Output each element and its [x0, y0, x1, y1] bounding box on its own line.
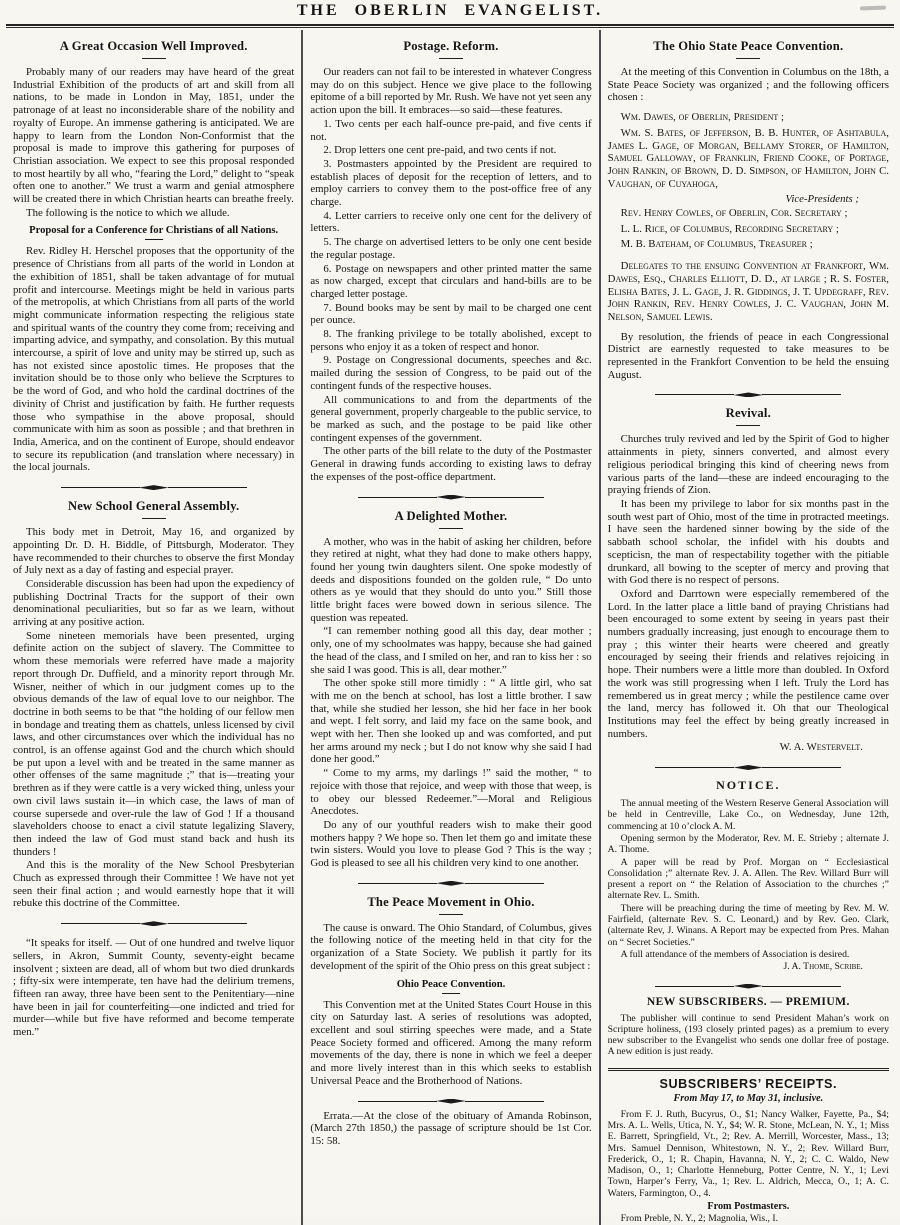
officer-role-label: Vice-Presidents ; — [785, 193, 859, 206]
article-title: Postage. Reform. — [403, 39, 499, 53]
article-paragraph: By resolution, the friends of peace in each Congressional District are earnestly requested to take measures to be represented in the Frankfort Convention to be held the ensuing August. — [607, 330, 889, 381]
article-title: The Peace Movement in Ohio. — [367, 894, 535, 909]
section-divider — [358, 495, 544, 500]
article-paragraph: The following is the notice to which we allude. — [26, 206, 230, 219]
title-dash — [439, 914, 463, 915]
bill-item: 5. The charge on advertised letters to be only one cent beside the regular postage. — [310, 236, 592, 261]
columns-container — [0, 28, 900, 1225]
article-paragraph: Churches truly revived and led by the Spirit of God to higher attainments in piety, sinners converted, and almost every religious periodical bringing this kind of cheering news from various parts of the land—these are indeed encouraging to the praying friends of Zion. — [607, 433, 889, 497]
article-paragraph: The other parts of the bill relate to the duty of the Postmaster General in drawing funds according to existing laws to defray the expenses of the post-office department. — [310, 445, 592, 483]
section-divider — [61, 921, 247, 926]
article-paragraph: It has been my privilege to labor for six months past in the south west part of Ohio, most of the time in protracted meetings. I have seen the hardened sinner bowing by the side of the sabbath school scholar, the infidel with his doubts and scepticisn, the man of respectability together with the pitiable drunkard, all bowing to the scepter of mercy and proving that with God there is no respect of persons. — [607, 497, 889, 587]
officer-line: L. L. Rice, of Columbus, Recording Secretary ; — [620, 222, 839, 235]
section-divider — [61, 485, 247, 490]
article-paragraph: This Convention met at the United States Court House in this city on Saturday last. A series of resolutions was adopted, excellent and soul stirring speeches were made, and a State Peace Society formed and officered. Among the many reform movements of the day, there is none in which we feel a deeper and more lively interest than in this which seeks to establish Universal Peace and the Brotherhood of Nations. — [310, 998, 592, 1087]
signature: W. A. Westervelt. — [779, 741, 863, 754]
title-dash — [439, 528, 463, 529]
column-separator — [599, 30, 601, 1225]
article-paragraph: The publisher will continue to send President Mahan’s work on Scripture holiness, (193 closely printed pages) as a premium to every new subscriber to the Evangelist who sends one dollar free of postage. A new edition is just ready. — [607, 1012, 889, 1058]
column-separator — [301, 30, 303, 1225]
article-paragraph: Oxford and Darrtown were especially remembered of the Lord. In the latter place a little band of praying Christians had been encouraged to some extent by seeing in years past their numbers gradually increasing, just enough to encourage them to pray ; this winter their hearts were cheered and greatly encouraged by seeing their friends and relatives rejoicing in hope. Their numbers were a little more than doubled. In Oxford the work was still progressing when I left. Truly the Lord has remembered us in great mercy ; while the pestilence came over the land, mercy has followed it. Oh that our Theological Institutions may feel the effect by being greatly increased in numbers. — [607, 587, 889, 740]
section-divider — [655, 392, 841, 397]
column-1 — [8, 30, 299, 1225]
bill-item: 2. Drop letters one cent pre-paid, and two cents if not. — [323, 144, 557, 157]
bill-item: 1. Two cents per each half-ounce pre-paid, and five cents if not. — [310, 117, 592, 143]
article-title: Revival. — [725, 406, 771, 421]
subhead-dash — [145, 239, 163, 240]
article-paragraph: At the meeting of this Convention in Columbus on the 18th, a State Peace Society was organized ; and the following officers chosen : — [607, 66, 889, 104]
article-paragraph: And this is the morality of the New School Presbyterian Chuch as expressed through their Committee ! We have not yet seen their final action ; and would earnestly hope that it will rebuke this doctrine of the Committee. — [13, 859, 295, 910]
bill-item: 7. Bound books may be sent by mail to be charged one cent per ounce. — [310, 301, 592, 327]
article-paragraph: Our readers can not fail to be interested in whatever Congress may do on this subject. Hence we give place to the following epitome of a bill reported by Mr. Rush. We have not yet seen any action upon the bill. It embraces—so said—these features. — [310, 66, 592, 117]
bill-item: 4. Letter carriers to receive only one cent for the delivery of letters. — [310, 209, 592, 235]
masthead-title: THE OBERLIN EVANGELIST. — [296, 2, 604, 19]
title-dash — [736, 425, 760, 426]
receipts-section — [608, 1077, 889, 1225]
column-3 — [603, 30, 894, 1225]
notice-section — [608, 778, 889, 972]
title-dash — [736, 58, 760, 59]
article-paragraph: The annual meeting of the Western Reserve General Association will be held in Centreville, Lake Co., on Wednesday, June 12th, commencing at 10 o’clock A. M. — [607, 798, 889, 832]
receipts-body: From F. J. Ruth, Bucyrus, O., $1; Nancy Walker, Fayette, Pa., $4; Mrs. A. L. Wells, Utica, N. Y., $4; W. R. Stone, McLean, N. Y., 1; Miss E. Barrett, Springfield, Vt., 2; Rev. A. Merrill, Worcester, Mass., 13; Mrs. Samuel Dennison, Whitestown, N. Y., 2; Rev. Willard Burr, Frederick, O., 1; R. Chapin, Havanna, N. Y., 2; C. C. Waldo, New Madison, O., 1; Charlotte Henneburg, Potter Centre, N. Y., 1; Levi Town, Harper’s Ferry, Va., 1; Rev. L. Aldrich, Mecca, O., 1; A. C. Waters, Farmington, O., 4. — [607, 1108, 889, 1199]
signature: J. A. Thome, Scribe. — [783, 961, 863, 973]
article-paragraph: A full attendance of the members of Association is desired. — [620, 948, 850, 960]
section-rule — [608, 1068, 889, 1071]
title-dash — [142, 58, 166, 59]
receipts-date-range: From May 17, to May 31, inclusive. — [673, 1092, 824, 1104]
article-paragraph: The other spoke still more timidly : “ A little girl, who sat with me on the bench at school, has lost a little brother. I saw that, while she studied her lesson, she hid her face in her book and wept. I felt sorry, and laid my face on the same book, and wept with her. Then she looked up and was comforted, and put her arms around my neck ; but I do not know why she said I had done her good.” — [310, 677, 592, 766]
officer-line: M. B. Bateham, of Columbus, Treasurer ; — [620, 238, 813, 251]
article-paragraph: A mother, who was in the habit of asking her children, before they retired at night, what they had done to make others happy, found her young twin daughters silent. One spoke modestly of deeds and dispositions founded on the golden rule, “ Do unto others as ye would that they should do unto you.” Still those little bright faces were bowed down in serious silence. The question was repeated. — [310, 535, 592, 624]
article-paragraph: Opening sermon by the Moderator, Rev. M. E. Strieby ; alternate J. A. Thome. — [607, 832, 889, 856]
article-paragraph: This body met in Detroit, May 16, and organized by appointing Dr. D. H. Biddle, of Pittsburgh, Moderator. They have recommended to their churches to observe the first Monday of July next as a day of fasting and especial prayer. — [13, 526, 295, 577]
article-title: The Ohio State Peace Convention. — [653, 39, 844, 53]
bill-item: 6. Postage on newspapers and other printed matter the same as now charged, except that circulars and hand-bills are to be charged letter postage. — [310, 262, 592, 300]
article-paragraph: Considerable discussion has been had upon the expediency of publishing Doctrinal Tracts for the support of their own denominational peculiarities, but so far as we learn, without arriving at any positive action. — [13, 577, 295, 629]
postmasters-line: From Preble, N. Y., 2; Magnolia, Wis., I. — [620, 1213, 779, 1225]
section-divider — [358, 1099, 544, 1104]
article-paragraph: Rev. Ridley H. Herschel proposes that the opportunity of the presence of Christians from all parts of the world in London at the exhibition of 1851, shall be taken advantage of for mutual profit and intercourse. Meetings might be held in various parts of the metropolis, at which Christians from all parts of the world might communicate information respecting the religious state and spiritual wants of the country they come from; receiving and imparting advice, and sympathy, and consolation. By this mutual intercourse, a spirit of love and unity may be stirred up, such as has not existed since apostolic times. He proposes that the invitation should be to those only who believe the Scrptures to be the word of God, and who hold the cardinal doctrines of the divinity of Christ and justification by faith. He further requests those who sympathise in the above proposal, should communicate with him as soon as possible ; and that brethren in India, America, and on the continent of Europe, should endeavor to secure its republication (and translation where necessary) in the local journals. — [13, 245, 295, 474]
filler-paragraph: “It speaks for itself. — Out of one hundred and twelve liquor sellers, in Akron, Summit County, seventy-eight became insolvent ; sixteen are dead, all of whom but two died drunkards ; fifty-six were intemperate, ten have had the delirium tremens, fifteen ran away, three have been sent to the Penitentiary—nine have been in jail for counterfeiting—one indicted and tried for murder—while but five have reformed and become temperate men.” — [13, 937, 295, 1039]
article-paragraph: A paper will be read by Prof. Morgan on “ Ecclesiastical Consolidation ;” alternate Rev. J. A. Allen. The Rev. Willard Burr will present a report on “ the Relation of Association to the churches ;” alternate Rev. L. Smith. — [607, 856, 889, 902]
subhead-dash — [442, 993, 460, 994]
article-paragraph: Probably many of our readers may have heard of the great Industrial Exhibition of the products of art and skill from all nations, to be made in London in May, 1851, under the patronage of at least no inconsiderable share of the nobility and royalty of Europe. An immense gathering is anticipated. We are happy to learn from the London Non-Conformist that the proposal is made to improve this gathering for purposes of Christian association. We expect to see this proposal responded to most heartily by all who, “fearing the Lord,” delight to “speak often one to another.” We trust a warm and genial atmosphere will be created there in which Christian hearts can breathe freely. — [13, 66, 295, 206]
article-paragraph: There will be preaching during the time of meeting by Rev. M. W. Fairfield, (alternate Rev. S. C. Leonard,) and by Rev. Geo. Clark, (alternate Rev, J. Winans. A Report may be expected from Pres. Mahan on “ Secret Societies.” — [607, 902, 889, 948]
article-title: New School General Assembly. — [67, 499, 240, 514]
section-divider — [655, 765, 841, 770]
article-subhead: Proposal for a Conference for Christians of all Nations. — [29, 225, 279, 237]
postmasters-heading: From Postmasters. — [707, 1201, 790, 1213]
column-2 — [305, 30, 596, 1225]
article-title: NEW SUBSCRIBERS. — PREMIUM. — [646, 994, 850, 1008]
article-paragraph: “I can remember nothing good all this day, dear mother ; only, one of my schoolmates was happy, because she had gained the head of the class, and I smiled on her, and ran to kiss her : so she said I was good. This is all, dear mother.” — [310, 625, 592, 676]
bill-item: 8. The franking privilege to be totally abolished, except to persons who enjoy it as a token of respect and honor. — [310, 328, 592, 353]
officer-line: Wm. Dawes, of Oberlin, President ; — [620, 111, 784, 124]
title-dash — [142, 518, 166, 519]
article-title: A Delighted Mother. — [394, 508, 508, 523]
title-dash — [439, 58, 463, 59]
article-paragraph: “ Come to my arms, my darlings !” said the mother, “ to rejoice with those that rejoice, and weep with those that weep, is to obey our blessed Redeemer.”—Moral and Religious Anecdotes. — [310, 767, 592, 818]
section-divider — [655, 984, 841, 989]
errata-paragraph: Errata.—At the close of the obituary of Amanda Robinson, (March 27th 1850,) the passage of scripture should be 1st Cor. 15: 58. — [310, 1109, 592, 1147]
article-subhead: Ohio Peace Convention. — [396, 978, 506, 990]
officer-line: Wm. S. Bates, of Jefferson, B. B. Hunter, of Ashtabula, James L. Gage, of Morgan, Bellamy Storer, of Hamilton, Samuel Galloway, of Franklin, Friend Cooke, of Portage, John Rankin, of Brown, D. D. Simpson, of Hamilton, John C. Vaughan, of Cuyahoga, — [607, 126, 889, 190]
bill-item: 9. Postage on Congressional documents, speeches and &c. mailed during the session of Congress, to be paid out of the contingent funds of the respective houses. — [310, 354, 592, 392]
article-title: A Great Occasion Well Improved. — [59, 39, 248, 53]
premium-section — [608, 995, 889, 1058]
receipts-title: SUBSCRIBERS’ RECEIPTS. — [659, 1076, 838, 1091]
article-paragraph: All communications to and from the departments of the general government, properly chargeable to the public service, to be marked as such, and the postage to be paid like other contingent expenses of the government. — [310, 393, 592, 444]
section-divider — [358, 881, 544, 886]
officer-line: Rev. Henry Cowles, of Oberlin, Cor. Secretary ; — [620, 207, 848, 220]
bill-item: 3. Postmasters appointed by the President are required to establish places of deposit for the reception of letters, and to employ carriers to convey them to the post-office free of any charge. — [310, 157, 592, 209]
article-paragraph: Do any of our youthful readers wish to make their good mothers happy ? We hope so. Then let them go and imitate these twin sisters. Would you love to please God ? This is the way ; God is pleased to see all his children very kind to one another. — [310, 818, 592, 870]
article-paragraph: The cause is onward. The Ohio Standard, of Columbus, gives the following notice of the meeting held in that city for the organization of a State Society. We publish it partly for its development of the spirit of the Ohio press on this great subject : — [310, 921, 592, 972]
article-paragraph: Some nineteen memorials have been presented, urging definite action on the subject of slavery. The Committee to whom these memorials were referred have made a majority report through Dr. Duffield, and a minority report through Mr. Wisner, neither of which in our judgment comes up to the obvious demands of the law of equal love to our neighbor. The doctrine in both seems to be that “the holding of our fellow men in bondage and treating them as chattels, unless licensed by civil laws, and other circumstances over which the individual has no control, is an offense against God and the church which should be put upon a level with and be treated in the same manner as other offenses of the same magnitude ;” that is—treating your brethren as if they were cattle is a very wicked thing, unless your own civil laws sustain it—in which case, the laws of man of course supersede and over-rule the law of God ! If a thousand slaveholders choose to enact a civil statute legalizing Slavery, then indeed the law of God must stand back and hush its thunders ! — [13, 629, 295, 858]
article-title: NOTICE. — [716, 778, 781, 793]
delegates-paragraph: Delegates to the ensuing Convention at Frankfort, Wm. Dawes, Esq., Charles Elliott, D. D., at large ; R. S. Foster, Elisha Bates, J. L. Gage, J. R. Giddings, J. T. Updegraff, Rev. John Rankin, Rev. Henry Cowles, J. C. Vaughan, John M. Nelson, Samuel Lewis. — [607, 260, 889, 323]
